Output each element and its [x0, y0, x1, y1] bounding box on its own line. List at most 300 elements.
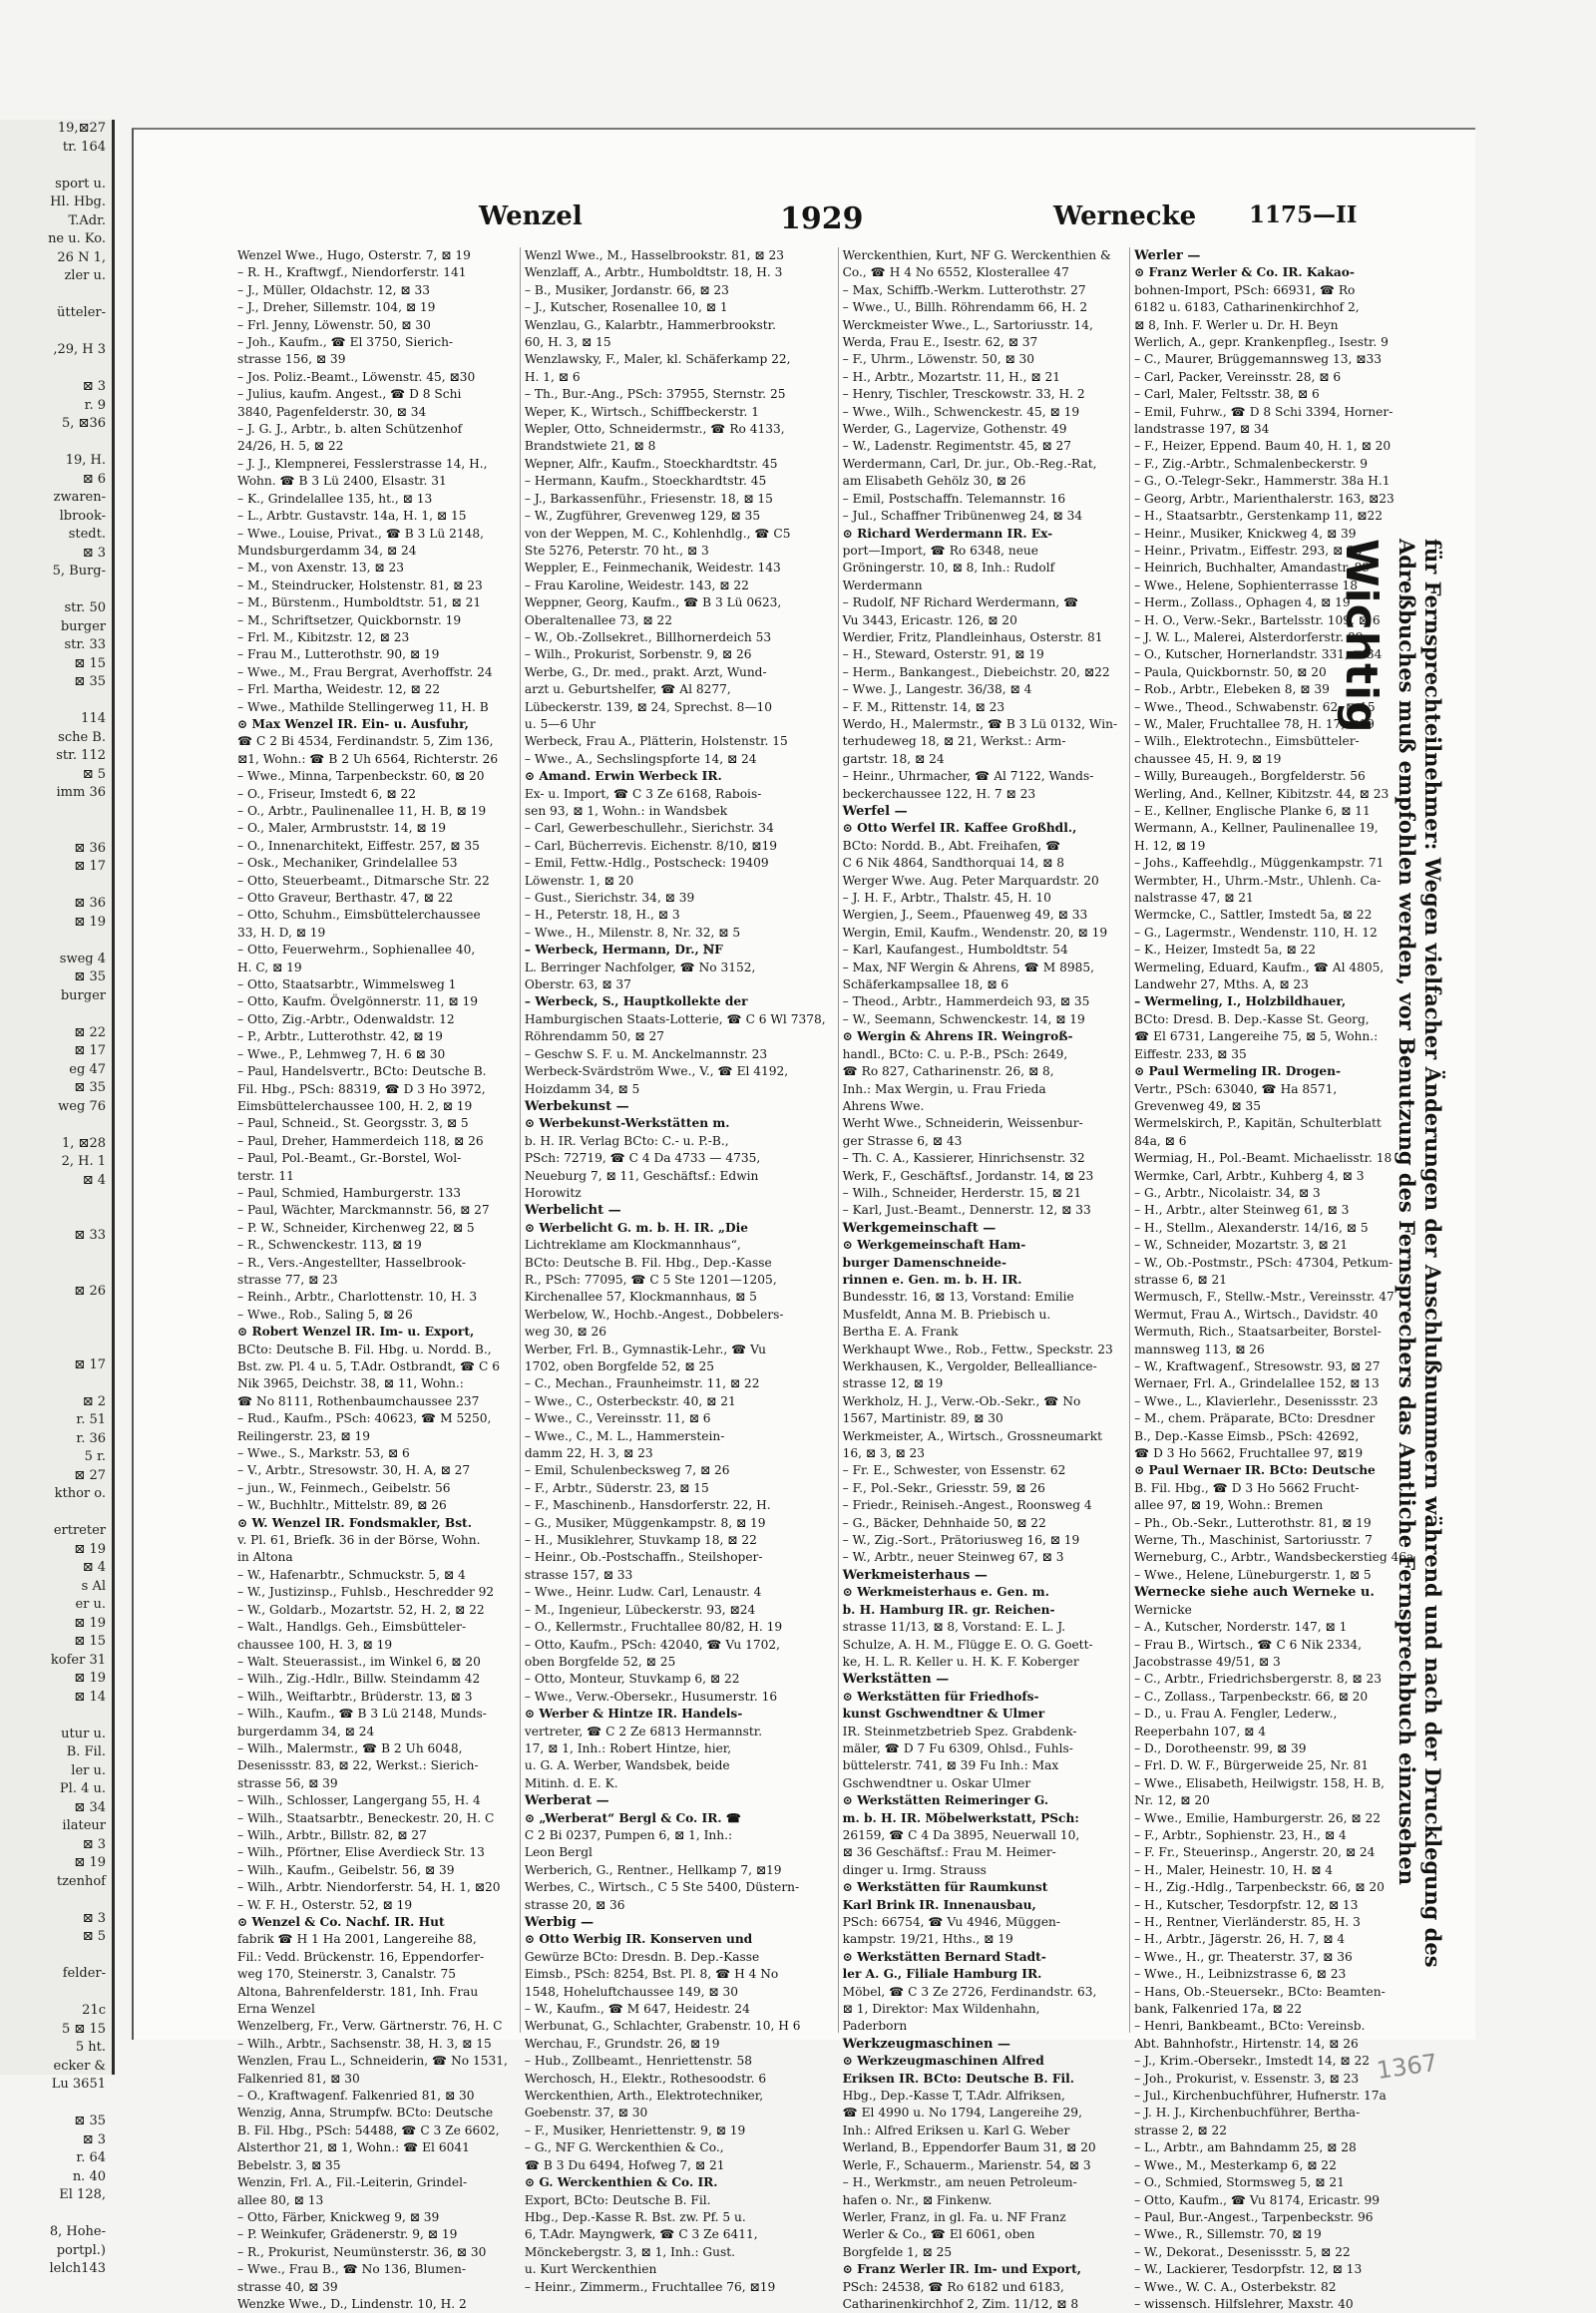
- directory-entry: – Wilh., Malermstr., ☎ B 2 Uh 6048,: [237, 1740, 463, 1755]
- directory-entry: vertreter, ☎ C 2 Ze 6813 Hermannstr.: [524, 1724, 763, 1738]
- prev-page-fragment: [0, 434, 112, 453]
- directory-entry: – F., Arbtr., Süderstr. 23, ⊠ 15: [524, 1480, 709, 1495]
- prev-page-fragment: Lu 3651: [51, 2077, 106, 2092]
- directory-entry: – W., Zugführer, Grevenweg 129, ⊠ 35: [524, 509, 761, 524]
- directory-entry: – W. F. H., Osterstr. 52, ⊠ 19: [237, 1897, 413, 1912]
- directory-entry: Desenissstr. 83, ⊠ 22, Werkst.: Sierich-: [237, 1758, 479, 1773]
- prev-page-fragment: ⊠ 4: [82, 1172, 106, 1188]
- directory-entry: Gschwendtner u. Oskar Ulmer: [842, 1775, 1031, 1790]
- directory-entry: bank, Falkenried 17a, ⊠ 22: [1134, 2002, 1303, 2017]
- directory-entry: Möbel, ☎ C 3 Ze 2726, Ferdinandstr. 63,: [842, 1984, 1097, 1999]
- directory-entry: – Fr. E., Schwester, von Essenstr. 62: [842, 1463, 1066, 1478]
- prev-page-fragment: [0, 1116, 112, 1135]
- directory-entry: weg 30, ⊠ 26: [524, 1325, 607, 1340]
- directory-entry: BCto: Deutsche B. Fil. Hbg., Dep.-Kasse: [524, 1255, 772, 1270]
- directory-entry: gartstr. 18, ⊠ 24: [842, 751, 945, 766]
- directory-entry: – Hans, Ob.-Steuersekr., BCto: Beamten-: [1134, 1984, 1386, 1999]
- directory-entry: – Wwe., L., Klavierlehr., Desenissstr. 23: [1134, 1393, 1379, 1408]
- company-entry: kunst Gschwendtner & Ulmer: [842, 1707, 1045, 1722]
- directory-entry: – J., Kutscher, Rosenallee 10, ⊠ 1: [524, 300, 728, 315]
- prev-page-fragment: ⊠ 14: [74, 1689, 106, 1705]
- directory-entry: strasse 157, ⊠ 33: [524, 1567, 633, 1582]
- notice-title: Wichtig: [1336, 539, 1387, 734]
- directory-entry: Wergien, J., Seem., Pfauenweg 49, ⊠ 33: [842, 908, 1088, 923]
- prev-page-fragment: [0, 1504, 112, 1523]
- directory-entry: strasse 56, ⊠ 39: [237, 1775, 338, 1790]
- directory-entry: Erna Wenzel: [237, 2002, 315, 2017]
- directory-entry: – W., Goldarb., Mozartstr. 52, H. 2, ⊠ 22: [237, 1602, 485, 1617]
- directory-entry: – J. H. F., Arbtr., Thalstr. 45, H. 10: [842, 891, 1051, 906]
- section-heading: Werkgemeinschaft —: [842, 1220, 997, 1236]
- company-entry: ⊙ Wenzel & Co. Nachf. IR. Hut: [237, 1915, 445, 1929]
- directory-entry: Wergin, Emil, Kaufm., Wendenstr. 20, ⊠ 19: [842, 925, 1108, 940]
- directory-entry: – Herm., Zollass., Ophagen 4, ⊠ 19: [1134, 595, 1351, 610]
- directory-entry: – Wwe., U., Billh. Röhrendamm 66, H. 2: [842, 300, 1088, 315]
- directory-entry: – Wilh., Zig.-Hdlr., Billw. Steindamm 42: [237, 1672, 481, 1687]
- prev-page-fragment: ⊠ 3: [82, 2131, 106, 2147]
- prev-page-fragment: r. 64: [76, 2150, 106, 2165]
- directory-entry: – G., O.-Telegr-Sekr., Hammerstr. 38a H.1: [1134, 474, 1391, 489]
- directory-entry: – G., Lagermstr., Wendenstr. 110, H. 12: [1134, 925, 1378, 940]
- directory-entry: – J. W. L., Malerei, Alsterdorferstr. 89: [1134, 629, 1364, 644]
- directory-entry: Reeperbahn 107, ⊠ 4: [1134, 1724, 1267, 1738]
- directory-entry: Hbg., Dep.-Kasse R. Bst. zw. Pf. 5 u.: [524, 2209, 746, 2224]
- directory-entry: Eiffestr. 233, ⊠ 35: [1134, 1046, 1247, 1061]
- directory-entry: – Emil, Fuhrw., ☎ D 8 Schi 3394, Horner-: [1134, 404, 1394, 419]
- company-entry: ⊙ Werkstätten Bernard Stadt-: [842, 1949, 1046, 1964]
- prev-page-fragment: sche B.: [58, 729, 106, 745]
- directory-entry: IR. Steinmetzbetrieb Spez. Grabdenk-: [842, 1724, 1077, 1738]
- directory-entry: – Paula, Quickbornstr. 50, ⊠ 20: [1134, 664, 1327, 679]
- directory-entry: – Wwe., Wilh., Schwenckestr. 45, ⊠ 19: [842, 404, 1080, 419]
- directory-entry: – Otto, Staatsarbtr., Wimmelsweg 1: [237, 977, 457, 992]
- prev-page-fragment: [0, 1947, 112, 1966]
- directory-entry: – H., Steward, Osterstr. 91, ⊠ 19: [842, 647, 1044, 662]
- directory-entry: Weper, K., Wirtsch., Schiffbeckerstr. 1: [524, 404, 760, 419]
- directory-entry: – Otto, Feuerwehrm., Sophienallee 40,: [237, 943, 476, 958]
- directory-entry: – H., Arbtr., Mozartstr. 11, H., ⊠ 21: [842, 369, 1060, 384]
- prev-page-fragment: ⊠ 2: [82, 1393, 106, 1409]
- directory-entry: hafen o. Nr., ⊠ Finkenw.: [842, 2192, 993, 2207]
- company-entry: ⊙ Robert Wenzel IR. Im- u. Export,: [237, 1325, 475, 1340]
- directory-entry: – Otto, Steuerbeamt., Ditmarsche Str. 22: [237, 873, 490, 888]
- directory-entry: Inh.: Max Wergin, u. Frau Frieda: [842, 1081, 1046, 1096]
- prev-page-fragment: ⊠ 19: [74, 1615, 106, 1631]
- directory-entry: strasse 77, ⊠ 23: [237, 1272, 338, 1287]
- directory-entry: – Heinr., Uhrmacher, ☎ Al 7122, Wands-: [842, 769, 1094, 784]
- directory-entry: Grevenweg 49, ⊠ 35: [1134, 1098, 1261, 1113]
- directory-entry: Altona, Bahrenfelderstr. 181, Inh. Frau: [237, 1984, 479, 1999]
- directory-entry: Eimsb., PSch: 8254, Bst. Pl. 8, ☎ H 4 No: [524, 1967, 779, 1982]
- directory-entry: – R. H., Kraftwgf., Niendorferstr. 141: [237, 265, 467, 280]
- directory-entry: – Frl. Martha, Weidestr. 12, ⊠ 22: [237, 682, 441, 697]
- directory-entry: – Wwe., Verw.-Obersekr., Husumerstr. 16: [524, 1689, 778, 1704]
- prev-page-fragment: [0, 2205, 112, 2224]
- directory-entry: BCto: Nordd. B., Abt. Freihafen, ☎: [842, 838, 1061, 853]
- prev-page-fragment: ler u.: [71, 1762, 106, 1778]
- directory-entry: C 6 Nik 4864, Sandthorquai 14, ⊠ 8: [842, 856, 1064, 871]
- directory-entry: Werckenthien, Kurt, ℕF G. Werckenthien &: [842, 248, 1111, 262]
- prev-page-fragment: tzenhof: [56, 1873, 106, 1889]
- directory-entry: – W., Zig.-Sort., Prätoriusweg 16, ⊠ 19: [842, 1533, 1080, 1548]
- directory-entry: Wepner, Alfr., Kaufm., Stoeckhardtstr. 45: [524, 456, 778, 471]
- prev-page-fragment: ecker &: [53, 2058, 106, 2074]
- directory-entry: Catharinenkirchhof 2, Zim. 11/12, ⊠ 8: [842, 2296, 1079, 2311]
- directory-entry: – H., Kutscher, Tesdorpfstr. 12, ⊠ 13: [1134, 1897, 1359, 1912]
- directory-entry: Mönckebergstr. 3, ⊠ 1, Inh.: Gust.: [524, 2244, 736, 2259]
- directory-entry: – B., Musiker, Jordanstr. 66, ⊠ 23: [524, 282, 729, 297]
- directory-entry: Werda, Frau E., Isestr. 62, ⊠ 37: [842, 335, 1038, 350]
- directory-entry: Paderborn: [842, 2019, 908, 2034]
- prev-page-fragment: ⊠ 33: [74, 1228, 106, 1243]
- prev-page-fragment: 21c: [82, 2003, 106, 2018]
- prev-page-fragment: tr. 164: [62, 139, 106, 155]
- directory-entry: Brandstwiete 21, ⊠ 8: [524, 439, 656, 454]
- directory-entry: mäler, ☎ D 7 Fu 6309, Ohlsd., Fuhls-: [842, 1740, 1073, 1755]
- directory-entry: Weppner, Georg, Kaufm., ☎ B 3 Lü 0623,: [524, 595, 782, 610]
- prev-page-fragment: weg 76: [58, 1098, 106, 1114]
- directory-entry: – W., Kraftwagenf., Stresowstr. 93, ⊠ 27: [1134, 1359, 1381, 1373]
- directory-entry: – Henri, Bankbeamt., BCto: Vereinsb.: [1134, 2019, 1366, 2034]
- directory-entry: – Wwe., S., Markstr. 53, ⊠ 6: [237, 1446, 410, 1461]
- directory-entry: – Wilh., Arbtr., Billstr. 82, ⊠ 27: [237, 1827, 427, 1842]
- directory-entry: – W., Dekorat., Desenissstr. 5, ⊠ 22: [1134, 2244, 1351, 2259]
- directory-entry: – Joh., Kaufm., ☎ El 3750, Sierich-: [237, 335, 454, 350]
- directory-entry: – V., Arbtr., Stresowstr. 30, H. A, ⊠ 27: [237, 1463, 471, 1478]
- directory-entry: b. H. IR. Verlag BCto: C.- u. P.-B.,: [524, 1133, 729, 1148]
- directory-entry: Bebelstr. 3, ⊠ 35: [237, 2157, 341, 2172]
- prev-page-fragment: El 128,: [59, 2187, 106, 2202]
- directory-entry: allee 97, ⊠ 19, Wohn.: Bremen: [1134, 1498, 1324, 1513]
- directory-entry: Werne, Th., Maschinist, Sartoriusstr. 7: [1134, 1533, 1373, 1548]
- directory-entry: – P. Weinkufer, Grädenerstr. 9, ⊠ 19: [237, 2227, 458, 2242]
- directory-entry: – J. G. J., Arbtr., b. alten Schützenhof: [237, 422, 463, 437]
- prev-page-fragment: ⊠ 22: [74, 1024, 106, 1040]
- directory-entry: – Wwe., H., Leibnizstrasse 6, ⊠ 23: [1134, 1967, 1347, 1982]
- company-entry: ⊙ Werkzeugmaschinen Alfred: [842, 2054, 1044, 2069]
- page-header: [134, 201, 1450, 245]
- directory-entry: – J. H. J., Kirchenbuchführer, Bertha-: [1134, 2106, 1361, 2120]
- directory-entry: Wermeling, Eduard, Kaufm., ☎ Al 4805,: [1134, 960, 1385, 974]
- directory-entry: – Willy, Bureaugeh., Borgfelderstr. 56: [1134, 769, 1366, 784]
- directory-entry: 6, T.Adr. Mayngwerk, ☎ C 3 Ze 6411,: [524, 2227, 758, 2242]
- prev-page-fragment: Pl. 4 u.: [59, 1781, 106, 1796]
- prev-page-fragment: burger: [60, 987, 106, 1003]
- directory-entry: 17, ⊠ 1, Inh.: Robert Hintze, hier,: [524, 1740, 732, 1755]
- prev-page-fragment: ⊠ 5: [82, 1929, 106, 1944]
- directory-entry: 1548, Hoheluftchaussee 149, ⊠ 30: [524, 1984, 739, 1999]
- directory-entry: BCto: Deutsche B. Fil. Hbg. u. Nordd. B.,: [237, 1342, 492, 1356]
- company-entry: rinnen e. Gen. m. b. H. IR.: [842, 1272, 1022, 1287]
- prev-page-fragment: 2, H. 1: [61, 1154, 106, 1169]
- directory-entry: beckerchaussee 122, H. 7 ⊠ 23: [842, 786, 1036, 801]
- directory-entry: – Carl, Maler, Feltsstr. 38, ⊠ 6: [1134, 387, 1320, 402]
- directory-entry: Wermann, A., Kellner, Paulinenallee 19,: [1134, 821, 1379, 836]
- directory-entry: 3840, Pagenfelderstr. 30, ⊠ 34: [237, 404, 427, 419]
- section-heading: Werkzeugmaschinen —: [842, 2036, 1010, 2052]
- directory-entry: Schulze, A. H. M., Flügge E. O. G. Goett-: [842, 1637, 1093, 1652]
- directory-entry: – Otto, Monteur, Stuvkamp 6, ⊠ 22: [524, 1672, 740, 1687]
- directory-entry: – O., Arbtr., Paulinenallee 11, H. B, ⊠ 19: [237, 804, 487, 818]
- directory-entry: – Wilh., Elektrotechn., Eimsbütteler-: [1134, 734, 1360, 749]
- directory-entry: Alsterthor 21, ⊠ 1, Wohn.: ☎ El 6041: [237, 2140, 470, 2155]
- prev-page-fragment: ⊠ 19: [74, 1541, 106, 1557]
- directory-entry: Werchosch, H., Elektr., Rothesoodstr. 6: [524, 2071, 767, 2086]
- directory-entry: – O., Maler, Armbruststr. 14, ⊠ 19: [237, 821, 447, 836]
- prev-page-fragment: zwaren-: [53, 490, 106, 505]
- directory-entry: strasse 156, ⊠ 39: [237, 352, 346, 367]
- directory-entry: damm 22, H. 3, ⊠ 23: [524, 1446, 653, 1461]
- directory-entry: – F., Uhrm., Löwenstr. 50, ⊠ 30: [842, 352, 1035, 367]
- directory-entry: – Jul., Schaffner Tribünenweg 24, ⊠ 34: [842, 509, 1083, 524]
- directory-entry: Wenzlaff, A., Arbtr., Humboldtstr. 18, H. 3: [524, 265, 783, 280]
- directory-entry: u. 5—6 Uhr: [524, 716, 596, 731]
- section-heading: Werbekunst —: [524, 1098, 629, 1114]
- directory-entry: – Otto, Kaufm. Övelgönnerstr. 11, ⊠ 19: [237, 994, 478, 1009]
- directory-entry: – F., Heizer, Eppend. Baum 40, H. 1, ⊠ 20: [1134, 439, 1392, 454]
- company-entry: burger Damenschneide-: [842, 1255, 1007, 1270]
- prev-page-fragment: ⊠ 27: [74, 1467, 106, 1483]
- prev-page-fragment: ⊠ 15: [74, 1634, 106, 1649]
- directory-entry: – D., Dorotheenstr. 99, ⊠ 39: [1134, 1740, 1307, 1755]
- directory-entry: – H., Stellm., Alexanderstr. 14/16, ⊠ 5: [1134, 1220, 1369, 1235]
- directory-entry: port—Import, ☎ Ro 6348, neue: [842, 543, 1038, 558]
- directory-entry: – F., Maschinenb., Hansdorferstr. 22, H.: [524, 1498, 771, 1513]
- directory-entry: – Heinr., Privatm., Eiffestr. 293, ⊠ 35: [1134, 543, 1363, 558]
- prev-page-fragment: [0, 1190, 112, 1209]
- directory-entry: – W., Arbtr., neuer Steinweg 67, ⊠ 3: [842, 1550, 1064, 1565]
- directory-entry: – Reinh., Arbtr., Charlottenstr. 10, H. 3: [237, 1290, 478, 1305]
- prev-page-fragment: str. 50: [64, 600, 106, 615]
- directory-entry: ⊠ 8, Inh. F. Werler u. Dr. H. Beyn: [1134, 317, 1339, 332]
- directory-entry: Werkhausen, K., Vergolder, Bellealliance-: [842, 1359, 1097, 1373]
- directory-entry: Werchau, F., Grundstr. 26, ⊠ 19: [524, 2036, 720, 2051]
- prev-page-fragment: ,29, H 3: [53, 342, 106, 357]
- prev-page-fragment: [0, 1338, 112, 1356]
- directory-entry: – R., Vers.-Angestellter, Hasselbrook-: [237, 1255, 467, 1270]
- directory-entry: Hbg., Dep.-Kasse T, T.Adr. Alfriksen,: [842, 2089, 1065, 2104]
- prev-page-fragment: utur u.: [61, 1726, 106, 1741]
- directory-entry: 24/26, H. 5, ⊠ 22: [237, 439, 344, 454]
- directory-entry: Werbes, C., Wirtsch., C 5 Ste 5400, Düstern-: [524, 1880, 800, 1895]
- directory-entry: Werckmeister Wwe., L., Sartoriusstr. 14,: [842, 317, 1093, 332]
- prev-page-fragment: ⊠ 3: [82, 379, 106, 394]
- directory-entry: – Emil, Fettw.-Hdlg., Postscheck: 19409: [524, 856, 769, 871]
- directory-entry: – H., Peterstr. 18, H., ⊠ 3: [524, 908, 680, 923]
- directory-entry: – Wwe., Mathilde Stellingerweg 11, H. B: [237, 699, 489, 714]
- directory-entry: Wernicke: [1134, 1602, 1192, 1617]
- directory-entry: Werckenthien, Arth., Elektrotechniker,: [524, 2089, 764, 2104]
- directory-entry: – M., chem. Präparate, BCto: Dresdner: [1134, 1411, 1376, 1426]
- directory-entry: – Herm., Bankangest., Diebeichstr. 20, ⊠22: [842, 664, 1110, 679]
- directory-entry: – Wilh., Kaufm., ☎ B 3 Lü 2148, Munds-: [237, 1707, 487, 1722]
- prev-page-fragment: ⊠ 17: [74, 859, 106, 874]
- directory-entry: Werler, Franz, in gl. Fa. u. ℕF Franz: [842, 2209, 1066, 2224]
- prev-page-fragment: 5 r.: [84, 1449, 106, 1464]
- header-year: 1929: [780, 201, 864, 236]
- directory-entry: Wermke, Carl, Arbtr., Kuhberg 4, ⊠ 3: [1134, 1168, 1365, 1183]
- company-entry: Karl Brink IR. Innenausbau,: [842, 1897, 1036, 1912]
- directory-entry: nalstrasse 47, ⊠ 21: [1134, 891, 1254, 906]
- directory-entry: ☎ El 6731, Langereihe 75, ⊠ 5, Wohn.:: [1134, 1029, 1379, 1044]
- company-entry: ⊙ Paul Wermeling IR. Drogen-: [1134, 1064, 1342, 1079]
- directory-entry: Wermcke, C., Sattler, Imstedt 5a, ⊠ 22: [1134, 908, 1373, 923]
- directory-entry: Mitinh. d. E. K.: [524, 1775, 618, 1790]
- directory-entry: – Otto, Färber, Knickweg 9, ⊠ 39: [237, 2209, 440, 2224]
- directory-entry: – W., Buchhltr., Mittelstr. 89, ⊠ 26: [237, 1498, 447, 1513]
- directory-entry: – W., Lackierer, Tesdorpfstr. 12, ⊠ 13: [1134, 2262, 1363, 2277]
- directory-entry: strasse 11/13, ⊠ 8, Vorstand: E. L. J.: [842, 1620, 1066, 1635]
- directory-entry: – R., Prokurist, Neumünsterstr. 36, ⊠ 30: [237, 2244, 487, 2259]
- directory-entry: – Carl, Gewerbeschullehr., Sierichstr. 34: [524, 821, 774, 836]
- directory-entry: Werder, G., Lagervize, Gothenstr. 49: [842, 422, 1067, 437]
- directory-entry: H. C, ⊠ 19: [237, 960, 302, 974]
- directory-entry: – J., Krim.-Obersekr., Imstedt 14, ⊠ 22: [1134, 2054, 1370, 2069]
- directory-entry: – Rob., Arbtr., Elebeken 8, ⊠ 39: [1134, 682, 1330, 697]
- directory-entry: Wepler, Otto, Schneidermstr., ☎ Ro 4133,: [524, 422, 785, 437]
- directory-entry: ☎ Ro 827, Catharinenstr. 26, ⊠ 8,: [842, 1064, 1054, 1079]
- prev-page-fragment: [0, 1320, 112, 1339]
- directory-entry: 33, H. D, ⊠ 19: [237, 925, 326, 940]
- directory-entry: – Gust., Sierichstr. 34, ⊠ 39: [524, 891, 695, 906]
- company-entry: ⊙ Werbelicht G. m. b. H. IR. „Die: [524, 1220, 748, 1235]
- prev-page-fragment: kofer 31: [50, 1652, 106, 1668]
- directory-entry: – C., Maurer, Brüggemannsweg 13, ⊠33: [1134, 352, 1382, 367]
- company-entry: ⊙ W. Wenzel IR. Fondsmakler, Bst.: [237, 1515, 472, 1530]
- prev-page-fragment: 1, ⊠28: [62, 1135, 106, 1151]
- prev-page-fragment: r. 36: [76, 1430, 106, 1446]
- directory-entry: 1567, Martinistr. 89, ⊠ 30: [842, 1411, 1003, 1426]
- prev-page-fragment: ⊠ 35: [74, 1080, 106, 1095]
- directory-entry: Wenzel Wwe., Hugo, Osterstr. 7, ⊠ 19: [237, 248, 471, 262]
- directory-entry: ☎ C 2 Bi 4534, Ferdinandstr. 5, Zim 136,: [237, 734, 494, 749]
- directory-entry: sen 93, ⊠ 1, Wohn.: in Wandsbek: [524, 804, 728, 818]
- directory-entry: – Wilh., Arbtr., Sachsenstr. 38, H. 3, ⊠ 15: [237, 2036, 492, 2051]
- directory-entry: – Wilh., Arbtr. Niendorferstr. 54, H. 1, ⊠20: [237, 1880, 501, 1895]
- prev-page-fragment: felder-: [62, 1966, 106, 1981]
- directory-entry: – Wwe., W. C. A., Osterbekstr. 82: [1134, 2279, 1337, 2294]
- directory-entry: ke, H. L. R. Keller u. H. K. F. Koberger: [842, 1654, 1079, 1669]
- directory-entry: – Hub., Zollbeamt., Henriettenstr. 58: [524, 2054, 753, 2069]
- directory-entry: – Wilh., Staatsarbtr., Beneckestr. 20, H. C: [237, 1810, 495, 1825]
- directory-entry: ☎ B 3 Du 6494, Hofweg 7, ⊠ 21: [524, 2157, 725, 2172]
- directory-entry: Werle, F., Schauerm., Marienstr. 54, ⊠ 3: [842, 2157, 1091, 2172]
- prev-page-fragment: imm 36: [56, 785, 106, 800]
- directory-entry: – Heinr., Zimmerm., Fruchtallee 76, ⊠19: [524, 2279, 776, 2294]
- directory-entry: – G., Bäcker, Dehnhaide 50, ⊠ 22: [842, 1515, 1046, 1530]
- directory-entry: u. G. A. Werber, Wandsbek, beide: [524, 1758, 730, 1773]
- directory-entry: Werneburg, C., Arbtr., Wandsbeckerstieg 46a: [1134, 1550, 1414, 1565]
- directory-entry: – W., Schneider, Mozartstr. 3, ⊠ 21: [1134, 1238, 1349, 1253]
- prev-page-fragment: ⊠ 19: [74, 1855, 106, 1870]
- prev-page-fragment: 26 N 1,: [57, 249, 106, 265]
- directory-entry: Wenzke Wwe., D., Lindenstr. 10, H. 2: [237, 2296, 467, 2311]
- prev-page-fragment: lelch143: [49, 2261, 106, 2276]
- directory-entry: Gröningerstr. 10, ⊠ 8, Inh.: Rudolf: [842, 561, 1055, 576]
- prev-page-fragment: sweg 4: [59, 951, 106, 966]
- company-entry: ⊙ Werkstätten für Raumkunst: [842, 1880, 1048, 1895]
- directory-entry: Borgfelde 1, ⊠ 25: [842, 2244, 953, 2259]
- directory-entry: – E., Kellner, Englische Planke 6, ⊠ 11: [1134, 804, 1371, 818]
- directory-entry: Landwehr 27, Mths. A, ⊠ 23: [1134, 977, 1309, 992]
- directory-entry: – jun., W., Feinmech., Geibelstr. 56: [237, 1480, 451, 1495]
- directory-entry: – P., Arbtr., Lutterothstr. 42, ⊠ 19: [237, 1029, 443, 1044]
- directory-entry: Wermelskirch, P., Kapitän, Schulterblatt: [1134, 1116, 1382, 1131]
- company-entry: ⊙ Werber & Hintze IR. Handels-: [524, 1707, 743, 1722]
- prev-page-fragment: sport u.: [55, 176, 106, 192]
- directory-entry: – Emil, Schulenbecksweg 7, ⊠ 26: [524, 1463, 730, 1478]
- directory-entry: – K., Heizer, Imstedt 5a, ⊠ 22: [1134, 943, 1317, 958]
- prev-page-fragment: [0, 360, 112, 379]
- directory-entry: – A., Kutscher, Norderstr. 147, ⊠ 1: [1134, 1620, 1348, 1635]
- prev-page-fragment: [0, 1984, 112, 2003]
- directory-entry: burgerdamm 34, ⊠ 24: [237, 1724, 375, 1738]
- directory-entry: terstr. 11: [237, 1168, 294, 1183]
- directory-entry: Wohn. ☎ B 3 Lü 2400, Elsastr. 31: [237, 474, 447, 489]
- directory-entry: strasse 12, ⊠ 19: [842, 1376, 944, 1391]
- directory-entry: – Th., Bur.-Ang., PSch: 37955, Sternstr. 25: [524, 387, 786, 402]
- company-entry: m. b. H. IR. Möbelwerkstatt, PSch:: [842, 1810, 1079, 1825]
- directory-entry: BCto: Dresd. B. Dep.-Kasse St. Georg,: [1134, 1011, 1370, 1026]
- directory-entry: in Altona: [237, 1550, 293, 1565]
- directory-entry: chaussee 100, H. 3, ⊠ 19: [237, 1637, 393, 1652]
- prev-page-fragment: 5 ⊠ 15: [62, 2021, 106, 2037]
- directory-entry: – Wwe., M., Mesterkamp 6, ⊠ 22: [1134, 2157, 1337, 2172]
- directory-entry: – Paul, Dreher, Hammerdeich 118, ⊠ 26: [237, 1133, 484, 1148]
- prev-page-fragment: ⊠ 36: [74, 840, 106, 856]
- directory-entry: ☎ D 3 Ho 5662, Fruchtallee 97, ⊠19: [1134, 1446, 1364, 1461]
- prev-page-fragment: ütteler-: [57, 305, 106, 320]
- directory-entry: von der Weppen, M. C., Kohlenhdlg., ☎ C5: [524, 526, 791, 541]
- directory-entry: ☎ El 4990 u. No 1794, Langereihe 29,: [842, 2106, 1082, 2120]
- prev-page-fragment: [0, 157, 112, 176]
- prev-page-fragment: 5, Burg-: [52, 564, 106, 578]
- directory-entry: Werbe, G., Dr. med., prakt. Arzt, Wund-: [524, 664, 767, 679]
- directory-entry: – Wilh., Prokurist, Sorbenstr. 9, ⊠ 26: [524, 647, 752, 662]
- directory-entry: – J., Barkassenführ., Friesenstr. 18, ⊠ 15: [524, 491, 773, 506]
- directory-entry: – Carl, Bücherrevis. Eichenstr. 8/10, ⊠19: [524, 838, 777, 853]
- prev-page-fragment: s Al: [81, 1578, 106, 1594]
- directory-entry: – F., Pol.-Sekr., Griesstr. 59, ⊠ 26: [842, 1480, 1045, 1495]
- directory-entry: – Wilh., Schlosser, Langergang 55, H. 4: [237, 1793, 481, 1808]
- directory-entry: – C., Mechan., Fraunheimstr. 11, ⊠ 22: [524, 1376, 760, 1391]
- directory-entry: – F., Musiker, Henriettenstr. 9, ⊠ 19: [524, 2122, 746, 2137]
- column-2: [520, 247, 828, 2294]
- directory-entry: – Henry, Tischler, Tresckowstr. 33, H. 2: [842, 387, 1085, 402]
- directory-entry: – Emil, Postschaffn. Telemannstr. 16: [842, 491, 1066, 506]
- directory-entry: B., Dep.-Kasse Eimsb., PSch: 42692,: [1134, 1428, 1360, 1443]
- directory-entry: – Wwe., Rob., Saling 5, ⊠ 26: [237, 1307, 413, 1322]
- directory-entry: – wissensch. Hilfslehrer, Maxstr. 40: [1134, 2296, 1354, 2311]
- directory-entry: – H., Staatsarbtr., Gerstenkamp 11, ⊠22: [1134, 509, 1383, 524]
- prev-page-fragment: kthor o.: [54, 1486, 106, 1501]
- prev-page-fragment: ⊠ 34: [74, 1799, 106, 1815]
- prev-page-fragment: ⊠ 26: [74, 1283, 106, 1299]
- prev-page-fragment: burger: [60, 618, 106, 634]
- directory-entry: – Ph., Ob.-Sekr., Lutterothstr. 81, ⊠ 19: [1134, 1515, 1372, 1530]
- prev-page-fragment: ⊠ 3: [82, 1836, 106, 1852]
- directory-entry: Kirchenallee 57, Klockmannhaus, ⊠ 5: [524, 1290, 757, 1305]
- directory-entry: Werkmeister, A., Wirtsch., Grossneumarkt: [842, 1428, 1102, 1443]
- directory-entry: u. Kurt Werckenthien: [524, 2262, 657, 2277]
- directory-entry: Hoizdamm 34, ⊠ 5: [524, 1081, 640, 1096]
- prev-page-fragment: ⊠ 3: [82, 1910, 106, 1926]
- company-entry: ⊙ Franz Werler & Co. IR. Kakao-: [1134, 265, 1355, 280]
- directory-entry: Wenzlawsky, F., Maler, kl. Schäferkamp 22,: [524, 352, 791, 367]
- directory-entry: – D., u. Frau A. Fengler, Lederw.,: [1134, 1707, 1338, 1722]
- directory-entry: – G., Musiker, Müggenkampstr. 8, ⊠ 19: [524, 1515, 766, 1530]
- directory-entry: – Jul., Kirchenbuchführer, Hufnerstr. 17a: [1134, 2089, 1387, 2104]
